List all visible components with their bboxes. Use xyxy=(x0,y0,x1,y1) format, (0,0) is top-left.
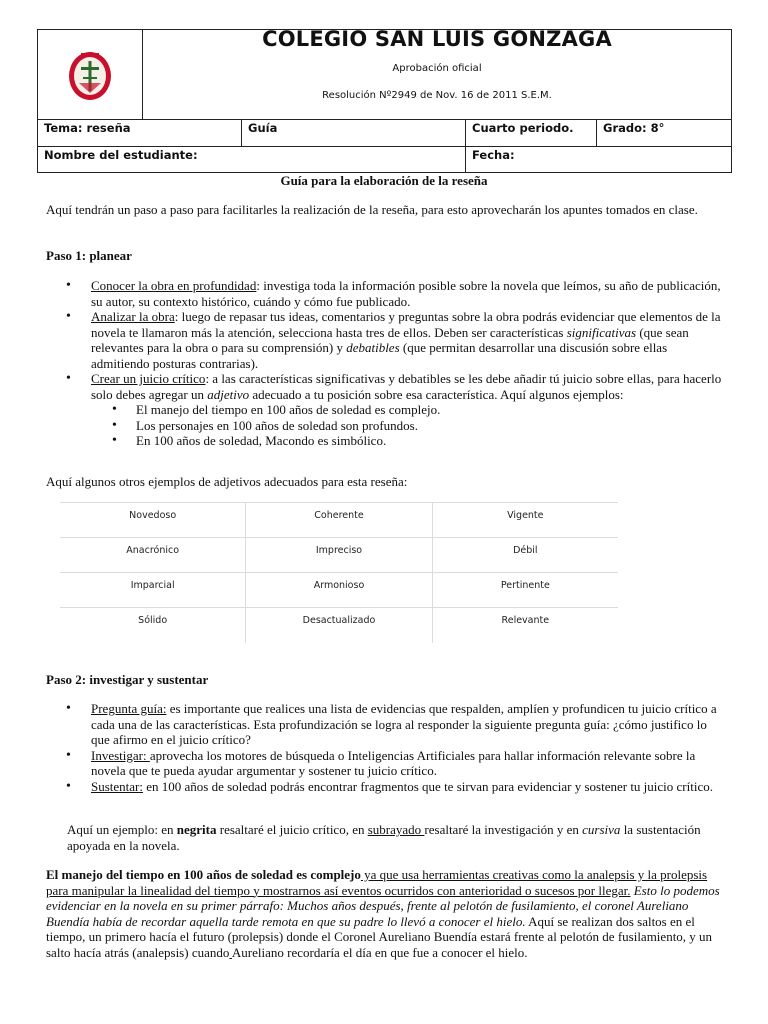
step1-item-judge-text-a: : a las características significativas y debatibles se les debe añadir tú juicio sobre ellas, para hacerlo solo debes agregar un xyxy=(91,371,722,402)
step2-item-research-label: Investigar: xyxy=(91,747,150,763)
step1-item-know-text: : investiga toda la información posible sobre la novela que leímos, su año de publicación, su autor, su contexto histórico, cuándo y cómo fue publicado. xyxy=(91,278,721,309)
header-row-student xyxy=(38,147,731,172)
step2-item-question-label: Pregunta guía: xyxy=(91,701,167,716)
adjective-cell: Desactualizado xyxy=(246,608,432,643)
school-crest-icon xyxy=(67,47,113,103)
approval-text: Aprobación oficial xyxy=(392,62,482,74)
step1-item-analyze-text-c: (que permitan desarrollar una discusión sobre ellas admitiendo posturas contrarias). xyxy=(91,340,668,371)
step2-item-research-text: aprovecha los motores de búsqueda o Inteligencias Artificiales para hallar información relevante sobre la novela que te pueda ayudar argumentar y sostener tu juicio crítico. xyxy=(91,747,696,778)
step1-item-know xyxy=(66,278,726,309)
adjective-cell: Vigente xyxy=(507,510,544,521)
step1-item-know-label: Conocer la obra en profundidad xyxy=(91,278,257,293)
example-item: • En 100 años de soledad, Macondo es simbólico. xyxy=(112,433,726,449)
header-row-topic xyxy=(38,120,731,147)
intro-paragraph: Aquí tendrán un paso a paso para facilitarles la realización de la reseña, para esto aprovecharán los apuntes tomados en clase. xyxy=(46,202,698,217)
adjective-cell: Sólido xyxy=(60,608,246,643)
step2-list xyxy=(66,701,726,794)
guide-cell: Guía xyxy=(242,120,466,146)
significativas-term: significativas xyxy=(566,324,637,340)
examples-list xyxy=(112,402,726,449)
step2-item-research xyxy=(66,748,726,779)
title-cell xyxy=(143,27,731,119)
research-segment: ya que usa herramientas creativas como la analepsis y la prolepsis para manipular la linealidad del tiempo y mostrarnos así eventos ocurridos con anterioridad o sucesos por llegar. xyxy=(46,867,708,898)
legend-text-b: resaltaré el juicio crítico, en xyxy=(216,822,368,837)
adjectives-table xyxy=(60,502,618,643)
legend-text-c: resaltaré la investigación y en xyxy=(424,822,583,837)
legend-italic: cursiva xyxy=(582,822,621,837)
grade-cell: Grado: 8° xyxy=(603,121,665,135)
explanation-text-b: Aureliano recordaría el día en que fue a conocer el hielo. xyxy=(231,944,528,960)
legend-bold: negrita xyxy=(176,822,217,837)
example-paragraph xyxy=(46,867,728,960)
resolution-text: Resolución Nº2949 de Nov. 16 de 2011 S.E.M. xyxy=(322,90,552,101)
step1-item-judge-text-b: adecuado a tu posición sobre esa característica. Aquí algunos ejemplos: xyxy=(249,386,624,402)
legend-text-a: Aquí un ejemplo: en xyxy=(67,822,177,837)
adjective-cell: Débil xyxy=(513,545,538,556)
example-item: • Los personajes en 100 años de soledad son profundos. xyxy=(112,418,726,434)
step2-item-question-text: es importante que realices una lista de evidencias que respalden, amplíen y profundicen tu juicio crítico a cada una de las características. Esta profundización se logra al responder la siguiente pregunta guía: ¿cómo justifico lo que afirmo en el juicio crítico? xyxy=(91,701,717,747)
step2-item-support xyxy=(66,779,726,795)
adjectives-row xyxy=(60,608,618,643)
adjective-cell: Relevante xyxy=(501,615,550,626)
header-top xyxy=(38,27,731,120)
adjectives-row xyxy=(60,538,618,573)
step1-list xyxy=(66,278,726,449)
step2-item-support-text: en 100 años de soledad podrás encontrar fragmentos que te sirvan para evidenciar y sostener tu juicio crítico. xyxy=(143,778,713,794)
adjectives-intro: Aquí algunos otros ejemplos de adjetivos adecuados para esta reseña: xyxy=(46,474,408,489)
adjective-cell: Coherente xyxy=(246,503,432,537)
step1-item-analyze xyxy=(66,309,726,371)
legend-underline: subrayado xyxy=(367,822,425,837)
period-cell: Cuarto periodo. xyxy=(466,120,597,146)
step2-item-question xyxy=(66,701,726,748)
step1-heading: Paso 1: planear xyxy=(46,248,132,263)
step2-heading: Paso 2: investigar y sustentar xyxy=(46,672,209,687)
adjective-cell: Imparcial xyxy=(60,573,246,607)
adjetivo-term: adjetivo xyxy=(207,386,250,402)
step1-item-judge xyxy=(66,371,726,449)
adjectives-row xyxy=(60,573,618,608)
legend-text-d: la sustentación apoyada en la novela. xyxy=(67,822,701,853)
student-name-field[interactable]: Nombre del estudiante: xyxy=(38,147,466,172)
school-name: COLEGIO SAN LUIS GONZAGA xyxy=(262,27,612,51)
logo-cell xyxy=(38,30,143,119)
adjective-cell: Anacrónico xyxy=(60,538,246,572)
step1-item-analyze-text-a: : luego de repasar tus ideas, comentarios y preguntas sobre la obra podrás evidenciar que elementos de la novela te llamaron más la atención, selecciona hasta tres de ellos. Deben ser características xyxy=(91,309,721,340)
adjective-cell: Novedoso xyxy=(60,503,246,537)
step1-item-judge-label: Crear un juicio crítico xyxy=(91,371,206,386)
adjective-cell: Impreciso xyxy=(246,538,432,572)
example-item: • El manejo del tiempo en 100 años de soledad es complejo. xyxy=(112,402,726,418)
adjective-cell: Armonioso xyxy=(246,573,432,607)
step1-item-analyze-label: Analizar la obra xyxy=(91,309,175,324)
topic-cell: Tema: reseña xyxy=(38,120,242,146)
adjectives-row xyxy=(60,503,618,538)
step1-item-analyze-text-b: (que sean relevantes para la obra o para su comprensión) y xyxy=(91,324,689,355)
header-table xyxy=(37,29,732,173)
debatibles-term: debatibles xyxy=(346,340,400,355)
adjective-cell: Pertinente xyxy=(500,580,550,591)
critical-judgment: El manejo del tiempo en 100 años de soledad es complejo xyxy=(46,867,361,882)
explanation-text-a: Aquí se realizan dos saltos en el tiempo, un primero hacía el futuro (prolepsis) donde el Coronel Aureliano Buendía estará frente al pelotón de fusilamiento, y un salto hacía atrás (analepsis) cuando xyxy=(46,913,713,960)
document-title: Guía para la elaboración de la reseña xyxy=(280,173,488,188)
support-quote: Esto lo podemos evidenciar en la novela en su primer párrafo: Muchos años después, frente al pelotón de fusilamiento, el coronel Aureliano Buendía había de recordar aquella tarde remota en que su padre lo llevó a conocer el hielo. xyxy=(46,882,720,929)
step2-item-support-label: Sustentar: xyxy=(91,778,143,794)
example-legend xyxy=(67,822,727,853)
date-field[interactable]: Fecha: xyxy=(472,148,515,162)
